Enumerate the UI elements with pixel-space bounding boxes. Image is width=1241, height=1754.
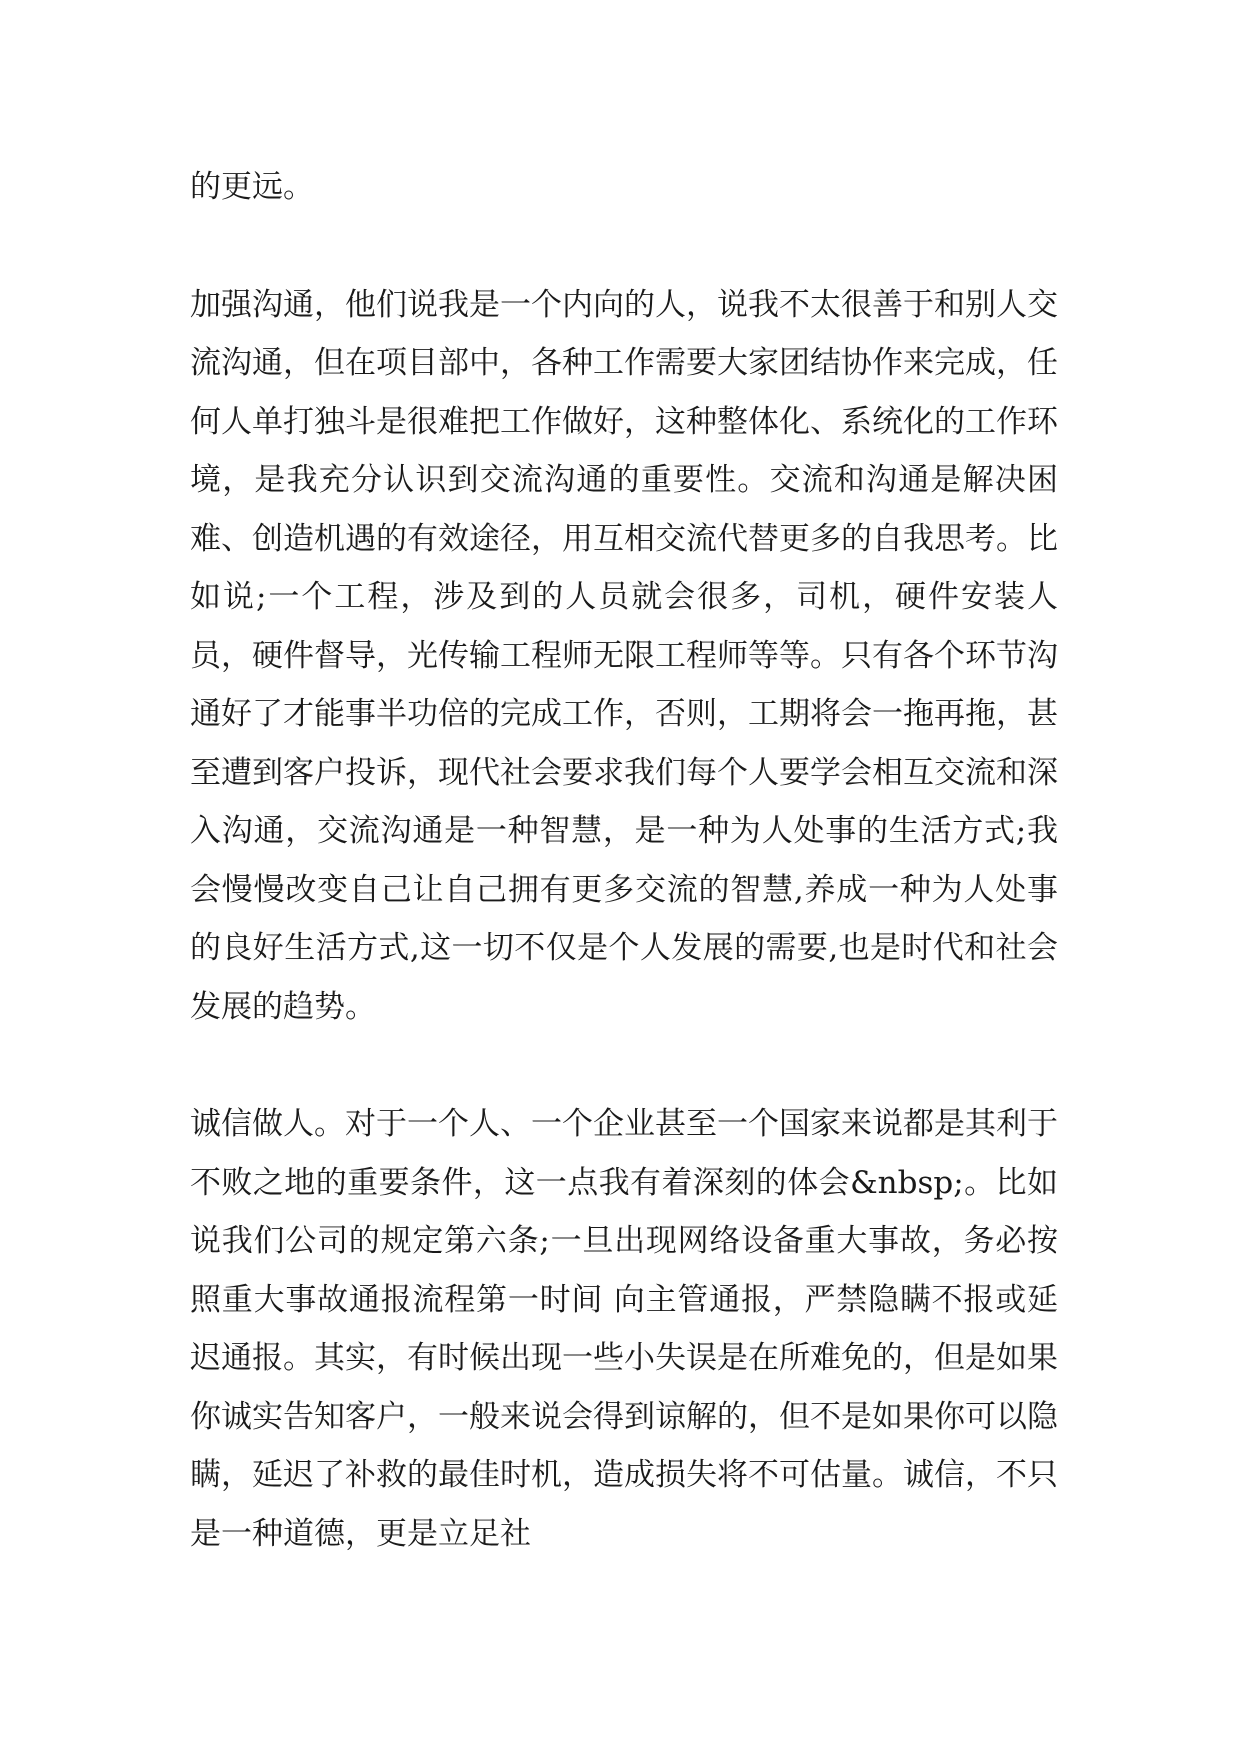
- paragraph-communication: 加强沟通，他们说我是一个内向的人，说我不太很善于和别人交流沟通，但在项目部中，各种工作需要大家团结协作来完成，任何人单打独斗是很难把工作做好，这种整体化、系统化的工作环境，是我充分认识到交流沟通的重要性。交流和沟通是解决困难、创造机遇的有效途径，用互相交流代替更多的自我思考。比如说;一个工程，涉及到的人员就会很多，司机，硬件安装人员，硬件督导，光传输工程师无限工程师等等。只有各个环节沟通好了才能事半功倍的完成工作，否则，工期将会一拖再拖，甚至遭到客户投诉，现代社会要求我们每个人要学会相互交流和深入沟通，交流沟通是一种智慧，是一种为人处事的生活方式;我会慢慢改变自己让自己拥有更多交流的智慧,养成一种为人处事的良好生活方式,这一切不仅是个人发展的需要,也是时代和社会发展的趋势。: [190, 286, 1058, 1025]
- paragraph-integrity: 诚信做人。对于一个人、一个企业甚至一个国家来说都是其利于不败之地的重要条件，这一点我有着深刻的体会&nbsp;。比如说我们公司的规定第六条;一旦出现网络设备重大事故，务必按照重大事故通报流程第一时间 向主管通报，严禁隐瞒不报或延迟通报。其实，有时候出现一些小失误是在所难免的，但是如果你诚实告知客户，一般来说会得到谅解的，但不是如果你可以隐瞒，延迟了补救的最佳时机，造成损失将不可估量。诚信，不只是一种道德，更是立足社: [190, 1106, 1058, 1552]
- document-body: [190, 158, 1058, 1563]
- paragraph-continuation: 的更远。: [190, 169, 314, 205]
